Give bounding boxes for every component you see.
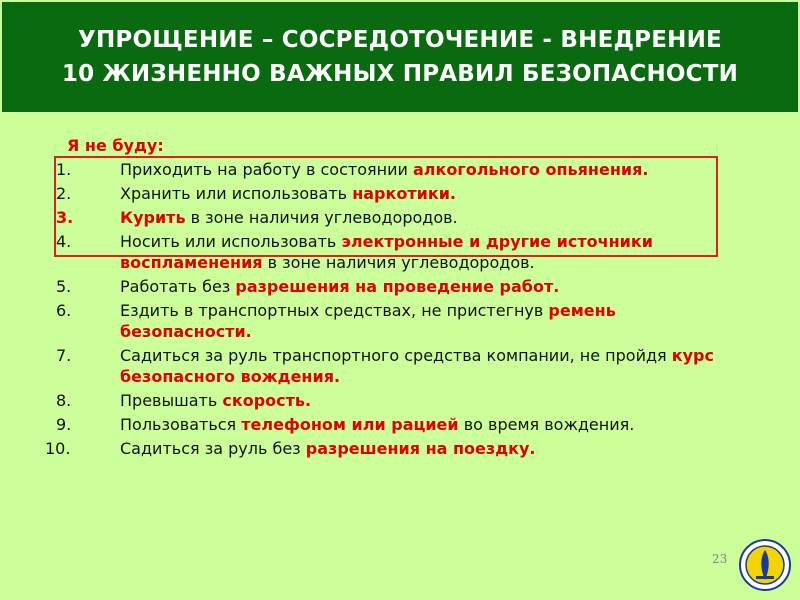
- rule-item: [0, 438, 800, 459]
- rule-text: Работать без разрешения на проведение работ.: [120, 277, 560, 296]
- intro-text: Я не буду:: [67, 136, 164, 155]
- rule-text: Хранить или использовать наркотики.: [120, 184, 456, 203]
- rule-item: [0, 231, 800, 273]
- rule-item: [0, 414, 800, 435]
- company-logo-icon: [738, 538, 792, 592]
- rule-item: [0, 345, 800, 387]
- title-line-2: 10 ЖИЗНЕННО ВАЖНЫХ ПРАВИЛ БЕЗОПАСНОСТИ: [61, 61, 739, 87]
- rule-number: 6.: [56, 301, 72, 320]
- title-line-1: УПРОЩЕНИЕ – СОСРЕДОТОЧЕНИЕ - ВНЕДРЕНИЕ: [78, 27, 722, 53]
- rule-item: [0, 183, 800, 204]
- rule-text: Превышать скорость.: [120, 391, 312, 410]
- rule-number: 7.: [56, 346, 72, 365]
- rule-number: 5.: [56, 277, 72, 296]
- rule-text: Ездить в транспортных средствах, не пристегнув ремень безопасности.: [120, 301, 616, 341]
- rules-list: [0, 159, 800, 462]
- rule-text: Садиться за руль транспортного средства компании, не пройдя курс безопасного вождения.: [120, 346, 714, 386]
- title-banner: [2, 2, 798, 112]
- rule-number: 4.: [56, 232, 72, 251]
- rule-text: Курить в зоне наличия углеводородов.: [120, 208, 458, 227]
- rule-number: 3.: [56, 208, 74, 227]
- rule-item: [0, 207, 800, 228]
- rule-item: [0, 300, 800, 342]
- rule-number: 2.: [56, 184, 72, 203]
- rule-text: Пользоваться телефоном или рацией во время вождения.: [120, 415, 635, 434]
- rule-number: 9.: [56, 415, 72, 434]
- rule-text: Садиться за руль без разрешения на поездку.: [120, 439, 536, 458]
- rule-number: 1.: [56, 160, 72, 179]
- rule-item: [0, 159, 800, 180]
- rule-number: 10.: [45, 439, 71, 458]
- rule-text: Носить или использовать электронные и другие источники воспламенения в зоне наличия углеводородов.: [120, 232, 653, 272]
- rule-number: 8.: [56, 391, 72, 410]
- rule-item: [0, 276, 800, 297]
- rule-text: Приходить на работу в состоянии алкогольного опьянения.: [120, 160, 649, 179]
- rule-item: [0, 390, 800, 411]
- page-number: 23: [712, 552, 728, 566]
